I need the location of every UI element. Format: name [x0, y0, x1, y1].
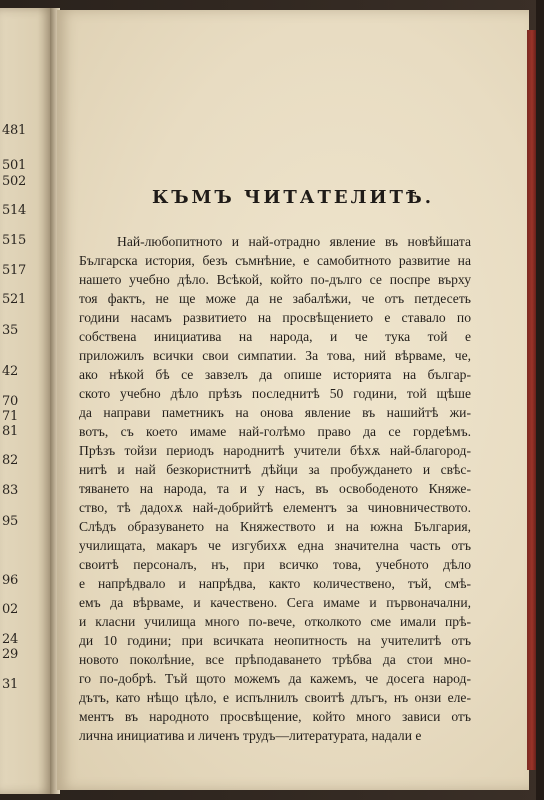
body-line: да направи паметникъ на онова явление въ нашийтѣ жи- — [79, 405, 471, 420]
body-line: Слѣдъ образуването на Княжеството и на южна България, — [79, 519, 471, 534]
left-page-number: 02 — [2, 602, 18, 617]
body-line: ство, тѣ дадохѫ най-добрийтѣ елементъ за чиновничеството. — [79, 500, 471, 515]
body-line: Прѣзъ тойзи периодъ народнитѣ учители бѣхѫ най-благород- — [79, 443, 471, 458]
left-page-number: 481 — [2, 123, 26, 138]
body-line: новото поколѣние, все прѣподаването трѣбва да стои мно- — [79, 652, 471, 667]
left-page-number: 71 — [2, 409, 18, 424]
body-line: дътъ, като нѣщо цѣло, е испълнилъ своитѣ длъгъ, нъ онзи еле- — [79, 690, 471, 705]
left-page-number: 515 — [2, 233, 26, 248]
body-line: ментъ въ народното просвѣщение, който много зависи отъ — [79, 709, 471, 724]
left-page-number: 31 — [2, 677, 18, 692]
body-line: тоя фактъ, не ще може да не забалѣжи, че отъ петдесеть — [79, 291, 471, 306]
body-line: Най-любопитното и най-отрадно явление въ новѣйшата — [117, 234, 471, 249]
left-page-edge — [0, 8, 54, 794]
body-line: ди 10 години; при всичката неопитность на учителитѣ отъ — [79, 633, 471, 648]
body-line: лична инициатива и личенъ трудъ—литературата, надали е — [79, 728, 422, 743]
left-page-number: 82 — [2, 453, 18, 468]
body-line: приложилъ всички свои симпатии. За това, ний вѣрваме, че, — [79, 348, 471, 363]
left-page-number: 24 — [2, 632, 18, 647]
left-page-number: 501 — [2, 158, 26, 173]
body-line: своитѣ персоналъ, нъ, при всичко това, учебното дѣло — [79, 557, 471, 572]
scan-background-edge — [536, 0, 544, 800]
left-page-number: 29 — [2, 647, 18, 662]
body-line: години насамъ развитието на просвѣщението е ставало по — [79, 310, 471, 325]
left-page-number: 70 — [2, 394, 18, 409]
left-page-number: 521 — [2, 292, 26, 307]
left-page-number: 35 — [2, 323, 18, 338]
body-line: нитѣ и най безкористнитѣ дѣйци за пробуждането и свѣс- — [79, 462, 471, 477]
left-page-number: 42 — [2, 364, 18, 379]
body-line: вотъ, съ което имаме най-голѣмо право да се гордеѣмъ. — [79, 424, 471, 439]
body-line: Българска история, безъ съмнѣние, е самобитното развитие на — [79, 253, 471, 268]
left-page-number: 95 — [2, 514, 18, 529]
body-line: собствена инициатива на народа, и че тука той е — [79, 329, 471, 344]
body-line: тяването на народа, та и у насъ, въ освободеното Княже- — [79, 481, 471, 496]
body-line: емъ да вѣрваме, и качествено. Сега имаме и първоначални, — [79, 595, 471, 610]
body-line: го по-добрѣ. Тъй щото можемъ да кажемъ, че досега народ- — [79, 671, 471, 686]
body-line: и класни училища много по-вече, отколкото сме имали прѣ- — [79, 614, 471, 629]
left-page-number: 96 — [2, 573, 18, 588]
page-heading: КЪМЪ ЧИТАТЕЛИТѢ. — [151, 187, 435, 208]
left-page-number: 83 — [2, 483, 18, 498]
left-page-number: 81 — [2, 424, 18, 439]
body-line: е напрѣдвало и напрѣдва, както количествено, тъй, смѣ- — [79, 576, 471, 591]
left-page-number: 514 — [2, 203, 26, 218]
body-line: ското учебно дѣло прѣзъ последнитѣ 50 години, той щѣше — [79, 386, 471, 401]
left-page-number: 502 — [2, 174, 26, 189]
left-page-number: 517 — [2, 263, 26, 278]
body-line: ако нѣкой бѣ се завзелъ да опише историята на българ- — [79, 367, 471, 382]
body-line: нашето учебно дѣло. Всѣкой, който по-дълго се поспре върху — [79, 272, 471, 287]
body-line: училищата, макаръ че изгубихѫ една значителна часть отъ — [79, 538, 471, 553]
